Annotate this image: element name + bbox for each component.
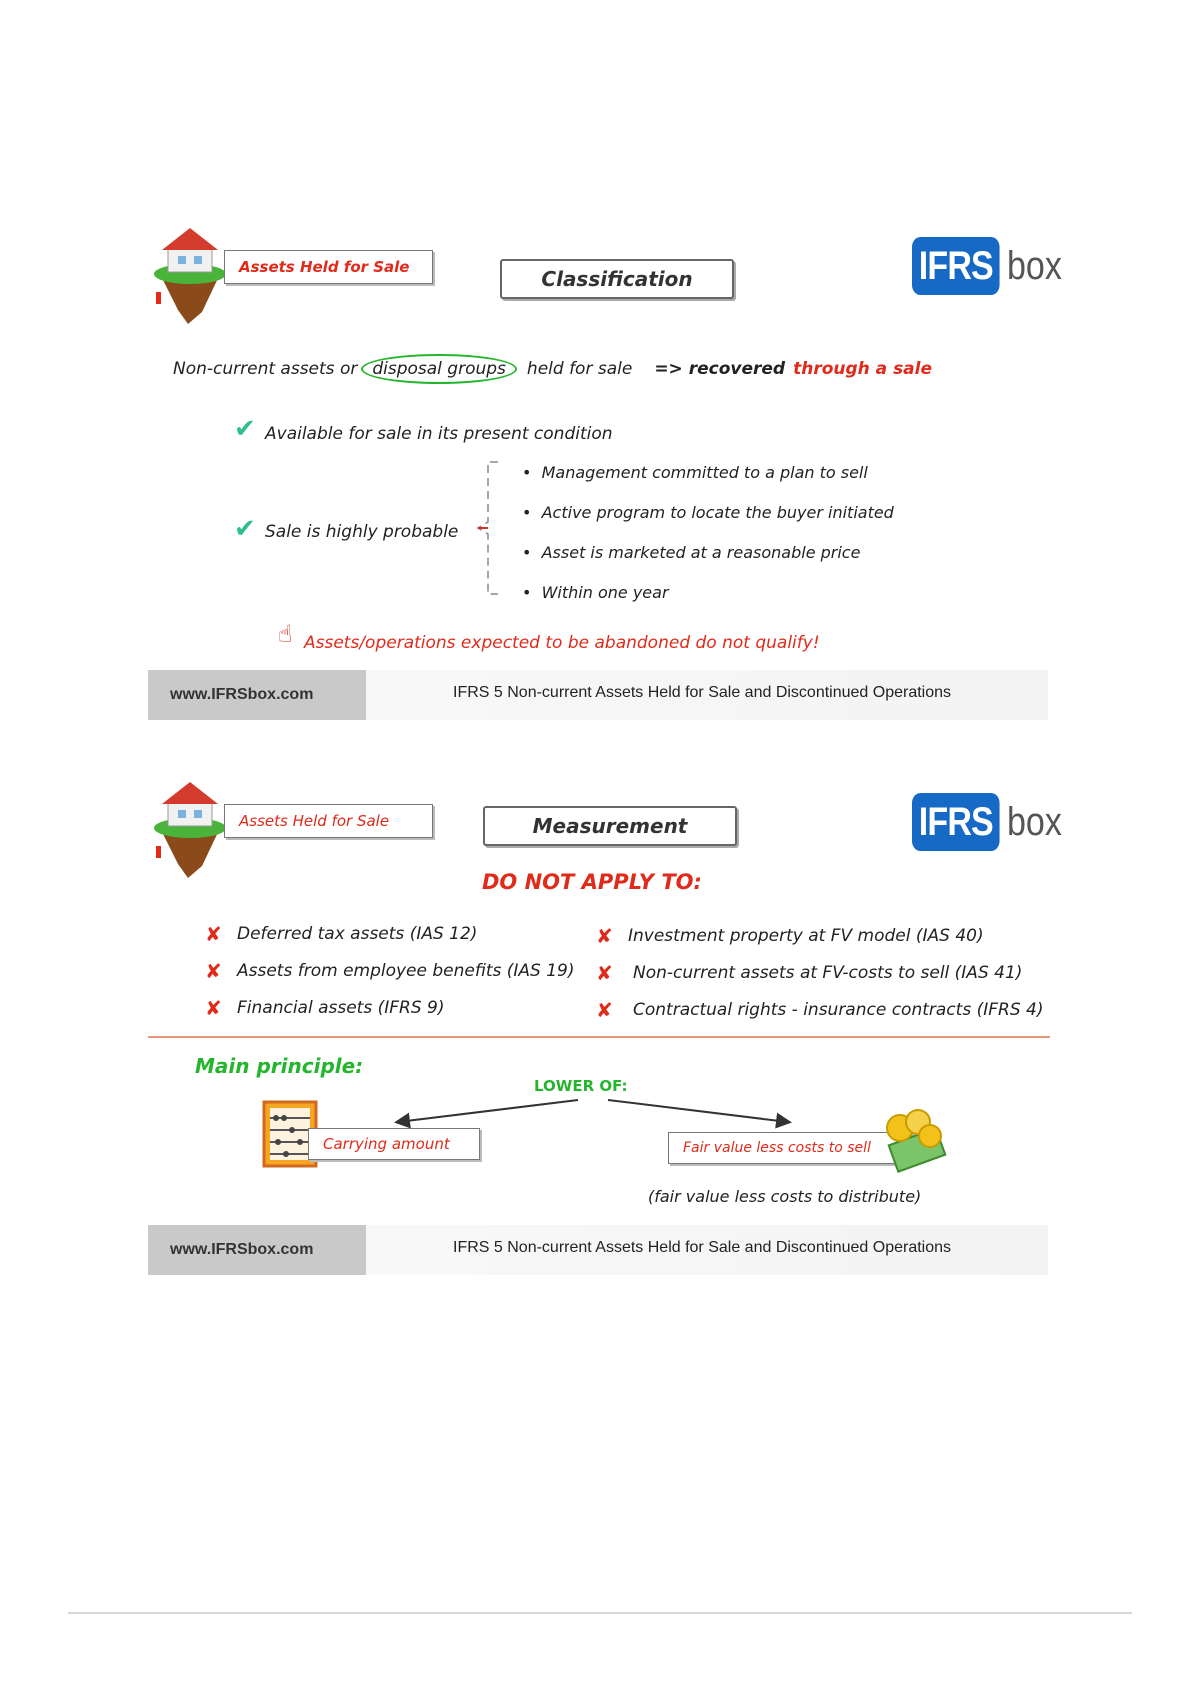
condition-item: • Within one year — [522, 583, 669, 602]
cross-icon: ✘ — [205, 996, 222, 1020]
page-bottom-rule — [68, 1612, 1132, 1614]
definition-pre: Non-current assets or — [173, 359, 358, 379]
topic-tag: Assets Held for Sale — [224, 250, 433, 284]
definition-post: held for sale — [526, 359, 633, 379]
option-carrying-amount: Carrying amount — [308, 1128, 480, 1160]
exclusions-heading: DO NOT APPLY TO: — [482, 870, 702, 894]
definition-line — [173, 354, 932, 384]
topic-tag: Assets Held for Sale — [224, 804, 433, 838]
ifrsbox-logo — [912, 236, 1072, 296]
section-divider — [148, 1036, 1050, 1038]
condition-item: • Active program to locate the buyer initiated — [522, 503, 894, 522]
section-title: Measurement — [483, 806, 737, 846]
logo-box-text: box — [1007, 243, 1062, 288]
logo-ifrs-text: IFRS — [912, 237, 1000, 295]
definition-highlight: through a sale — [793, 359, 933, 379]
condition-item: • Management committed to a plan to sell — [522, 463, 868, 482]
definition-circled: disposal groups — [361, 354, 517, 384]
logo-box-text: box — [1007, 799, 1062, 844]
house-icon — [150, 222, 230, 327]
cross-icon: ✘ — [596, 924, 613, 948]
ifrsbox-logo — [912, 792, 1072, 852]
logo-ifrs-text: IFRS — [912, 793, 1000, 851]
principle-label: Main principle: — [195, 1054, 364, 1078]
cross-icon: ✘ — [205, 922, 222, 946]
warning-icon: ☝ — [278, 620, 293, 648]
option-fair-value: Fair value less costs to sell — [668, 1132, 912, 1164]
footer-standard: IFRS 5 Non-current Assets Held for Sale and Discontinued Operations — [453, 684, 952, 701]
slide-footer — [148, 670, 1048, 720]
cross-icon: ✘ — [205, 959, 222, 983]
exclusion-item: Contractual rights - insurance contracts (IFRS 4) — [633, 1000, 1044, 1020]
section-title: Classification — [500, 259, 734, 299]
money-icon — [878, 1106, 950, 1178]
footer-url[interactable]: www.IFRSbox.com — [148, 1225, 366, 1275]
exclusion-item: Assets from employee benefits (IAS 19) — [237, 961, 575, 981]
footer-standard: IFRS 5 Non-current Assets Held for Sale and Discontinued Operations — [453, 1239, 952, 1256]
criterion-present-condition: Available for sale in its present condition — [265, 424, 613, 444]
footer-url[interactable]: www.IFRSbox.com — [148, 670, 366, 720]
criterion-highly-probable: Sale is highly probable — [265, 522, 459, 542]
exclusion-item: Deferred tax assets (IAS 12) — [237, 924, 478, 944]
cross-icon: ✘ — [596, 961, 613, 985]
cross-icon: ✘ — [596, 998, 613, 1022]
warning-text: Assets/operations expected to be abandoned do not qualify! — [304, 633, 820, 653]
definition-arrow: => recovered — [654, 359, 786, 379]
brace-bracket — [474, 458, 504, 598]
slide-footer — [148, 1225, 1048, 1275]
house-icon — [150, 776, 230, 881]
distribution-note: (fair value less costs to distribute) — [648, 1187, 922, 1206]
check-icon: ✔ — [234, 414, 256, 444]
exclusion-item: Financial assets (IFRS 9) — [237, 998, 445, 1018]
exclusion-item: Non-current assets at FV-costs to sell (IAS 41) — [633, 963, 1023, 983]
lower-of-label: LOWER OF: — [534, 1077, 628, 1095]
condition-item: • Asset is marketed at a reasonable price — [522, 543, 861, 562]
exclusion-item: Investment property at FV model (IAS 40) — [628, 926, 984, 946]
check-icon: ✔ — [234, 514, 256, 544]
